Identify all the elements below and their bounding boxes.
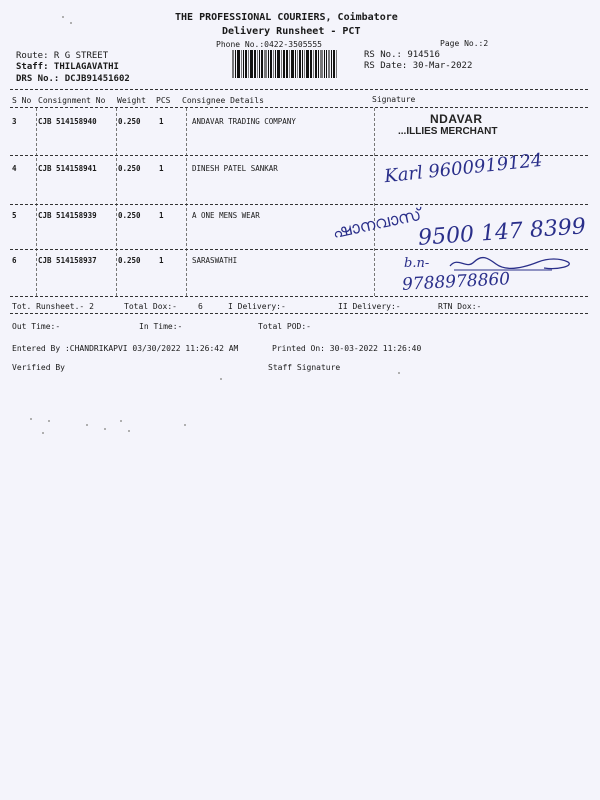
barcode-bar xyxy=(261,50,263,78)
row-pcs: 1 xyxy=(159,256,164,265)
barcode-bar xyxy=(243,50,244,78)
out-time: Out Time:- xyxy=(12,322,61,331)
signature-row-5-number: 9500 147 8399 xyxy=(417,214,587,251)
barcode-bar xyxy=(318,50,319,78)
barcode-bar xyxy=(248,50,249,78)
row-consignment: CJB 514158940 xyxy=(38,117,97,126)
barcode-bar xyxy=(306,50,309,78)
row-consignee: DINESH PATEL SANKAR xyxy=(192,164,278,173)
barcode-bar xyxy=(259,50,260,78)
row-consignee: ANDAVAR TRADING COMPANY xyxy=(192,117,296,126)
barcode xyxy=(232,50,350,78)
barcode-bar xyxy=(237,50,240,78)
barcode-bar xyxy=(331,50,332,78)
barcode-bar xyxy=(235,50,236,78)
route-label: Route: R G STREET xyxy=(16,51,109,61)
col-header-signature: Signature xyxy=(372,95,416,104)
total-runsheet: Tot. Runsheet.- 2 xyxy=(12,302,94,311)
ii-delivery: II Delivery:- xyxy=(338,302,401,311)
column-divider xyxy=(374,108,375,296)
row-consignment: CJB 514158941 xyxy=(38,164,97,173)
barcode-bar xyxy=(297,50,298,78)
barcode-bar xyxy=(310,50,312,78)
barcode-bar xyxy=(320,50,323,78)
barcode-bar xyxy=(270,50,272,78)
row-pcs: 1 xyxy=(159,164,164,173)
barcode-bar xyxy=(286,50,288,78)
barcode-bar xyxy=(281,50,282,78)
entered-by: Entered By :CHANDRIKAPVI 03/30/2022 11:26:42 AM xyxy=(12,344,239,353)
row-divider xyxy=(10,249,588,250)
divider xyxy=(10,107,588,108)
row-divider xyxy=(10,204,588,205)
row-consignee: SARASWATHI xyxy=(192,256,238,265)
row-divider xyxy=(10,296,588,297)
stamp-line-2: ...ILLIES MERCHANT xyxy=(398,126,498,137)
barcode-bar xyxy=(245,50,247,78)
signature-row-4: Karl 9600919124 xyxy=(383,149,544,188)
company-name: THE PROFESSIONAL COURIERS, Coimbatore xyxy=(175,12,398,23)
col-header-sno: S No xyxy=(12,96,32,105)
col-header-weight: Weight xyxy=(117,96,146,105)
row-pcs: 1 xyxy=(159,211,164,220)
row-sno: 6 xyxy=(12,256,17,265)
barcode-bar xyxy=(264,50,267,78)
barcode-bar xyxy=(289,50,290,78)
phone-number: Phone No.:0422-3505555 xyxy=(216,40,322,49)
total-pod: Total POD:- xyxy=(258,322,311,331)
barcode-bar xyxy=(275,50,276,78)
barcode-bar xyxy=(326,50,327,78)
row-weight: 0.250 xyxy=(118,117,141,126)
rs-date: RS Date: 30-Mar-2022 xyxy=(364,61,473,71)
barcode-bar xyxy=(273,50,274,78)
staff-signature: Staff Signature xyxy=(268,363,341,372)
row-weight: 0.250 xyxy=(118,211,141,220)
row-pcs: 1 xyxy=(159,117,164,126)
rs-number: RS No.: 914516 xyxy=(364,50,440,60)
barcode-bar xyxy=(304,50,305,78)
barcode-bar xyxy=(299,50,301,78)
barcode-bar xyxy=(241,50,242,78)
row-sno: 4 xyxy=(12,164,17,173)
barcode-bar xyxy=(302,50,303,78)
row-weight: 0.250 xyxy=(118,256,141,265)
row-sno: 5 xyxy=(12,211,17,220)
column-divider xyxy=(36,108,37,296)
page-number: Page No.:2 xyxy=(440,39,489,48)
total-dox-value: 6 xyxy=(198,302,203,311)
barcode-bar xyxy=(313,50,314,78)
stamp-line-1: NDAVAR xyxy=(430,112,483,126)
barcode-bar xyxy=(232,50,234,78)
column-divider xyxy=(116,108,117,296)
col-header-consignee: Consignee Details xyxy=(182,96,264,105)
col-header-pcs: PCS xyxy=(156,96,171,105)
total-dox-label: Total Dox:- xyxy=(124,302,177,311)
row-consignment: CJB 514158937 xyxy=(38,256,97,265)
in-time: In Time:- xyxy=(139,322,183,331)
divider xyxy=(10,89,588,90)
barcode-bar xyxy=(333,50,335,78)
barcode-bar xyxy=(291,50,294,78)
barcode-bar xyxy=(277,50,280,78)
barcode-bar xyxy=(268,50,269,78)
divider xyxy=(10,313,588,314)
row-consignee: A ONE MENS WEAR xyxy=(192,211,260,220)
signature-row-5-name: ഷാനവാസ് xyxy=(330,204,424,244)
barcode-bar xyxy=(250,50,253,78)
staff-label: Staff: THILAGAVATHI xyxy=(16,62,119,72)
barcode-bar xyxy=(257,50,258,78)
barcode-bar xyxy=(295,50,296,78)
printed-on: Printed On: 30-03-2022 11:26:40 xyxy=(272,344,422,353)
barcode-bar xyxy=(328,50,330,78)
row-sno: 3 xyxy=(12,117,17,126)
barcode-bar xyxy=(324,50,325,78)
signature-row-6-number: 9788978860 xyxy=(401,269,511,295)
signature-row-6-name: b.n- xyxy=(404,256,430,271)
row-consignment: CJB 514158939 xyxy=(38,211,97,220)
barcode-bar xyxy=(315,50,317,78)
barcode-bar xyxy=(336,50,337,78)
i-delivery: I Delivery:- xyxy=(228,302,286,311)
drs-number: DRS No.: DCJB91451602 xyxy=(16,74,130,84)
row-weight: 0.250 xyxy=(118,164,141,173)
col-header-consignment: Consignment No xyxy=(38,96,106,105)
verified-by: Verified By xyxy=(12,363,65,372)
barcode-bar xyxy=(283,50,285,78)
rtn-dox: RTN Dox:- xyxy=(438,302,482,311)
column-divider xyxy=(186,108,187,296)
document-title: Delivery Runsheet - PCT xyxy=(222,26,361,37)
barcode-bar xyxy=(254,50,256,78)
